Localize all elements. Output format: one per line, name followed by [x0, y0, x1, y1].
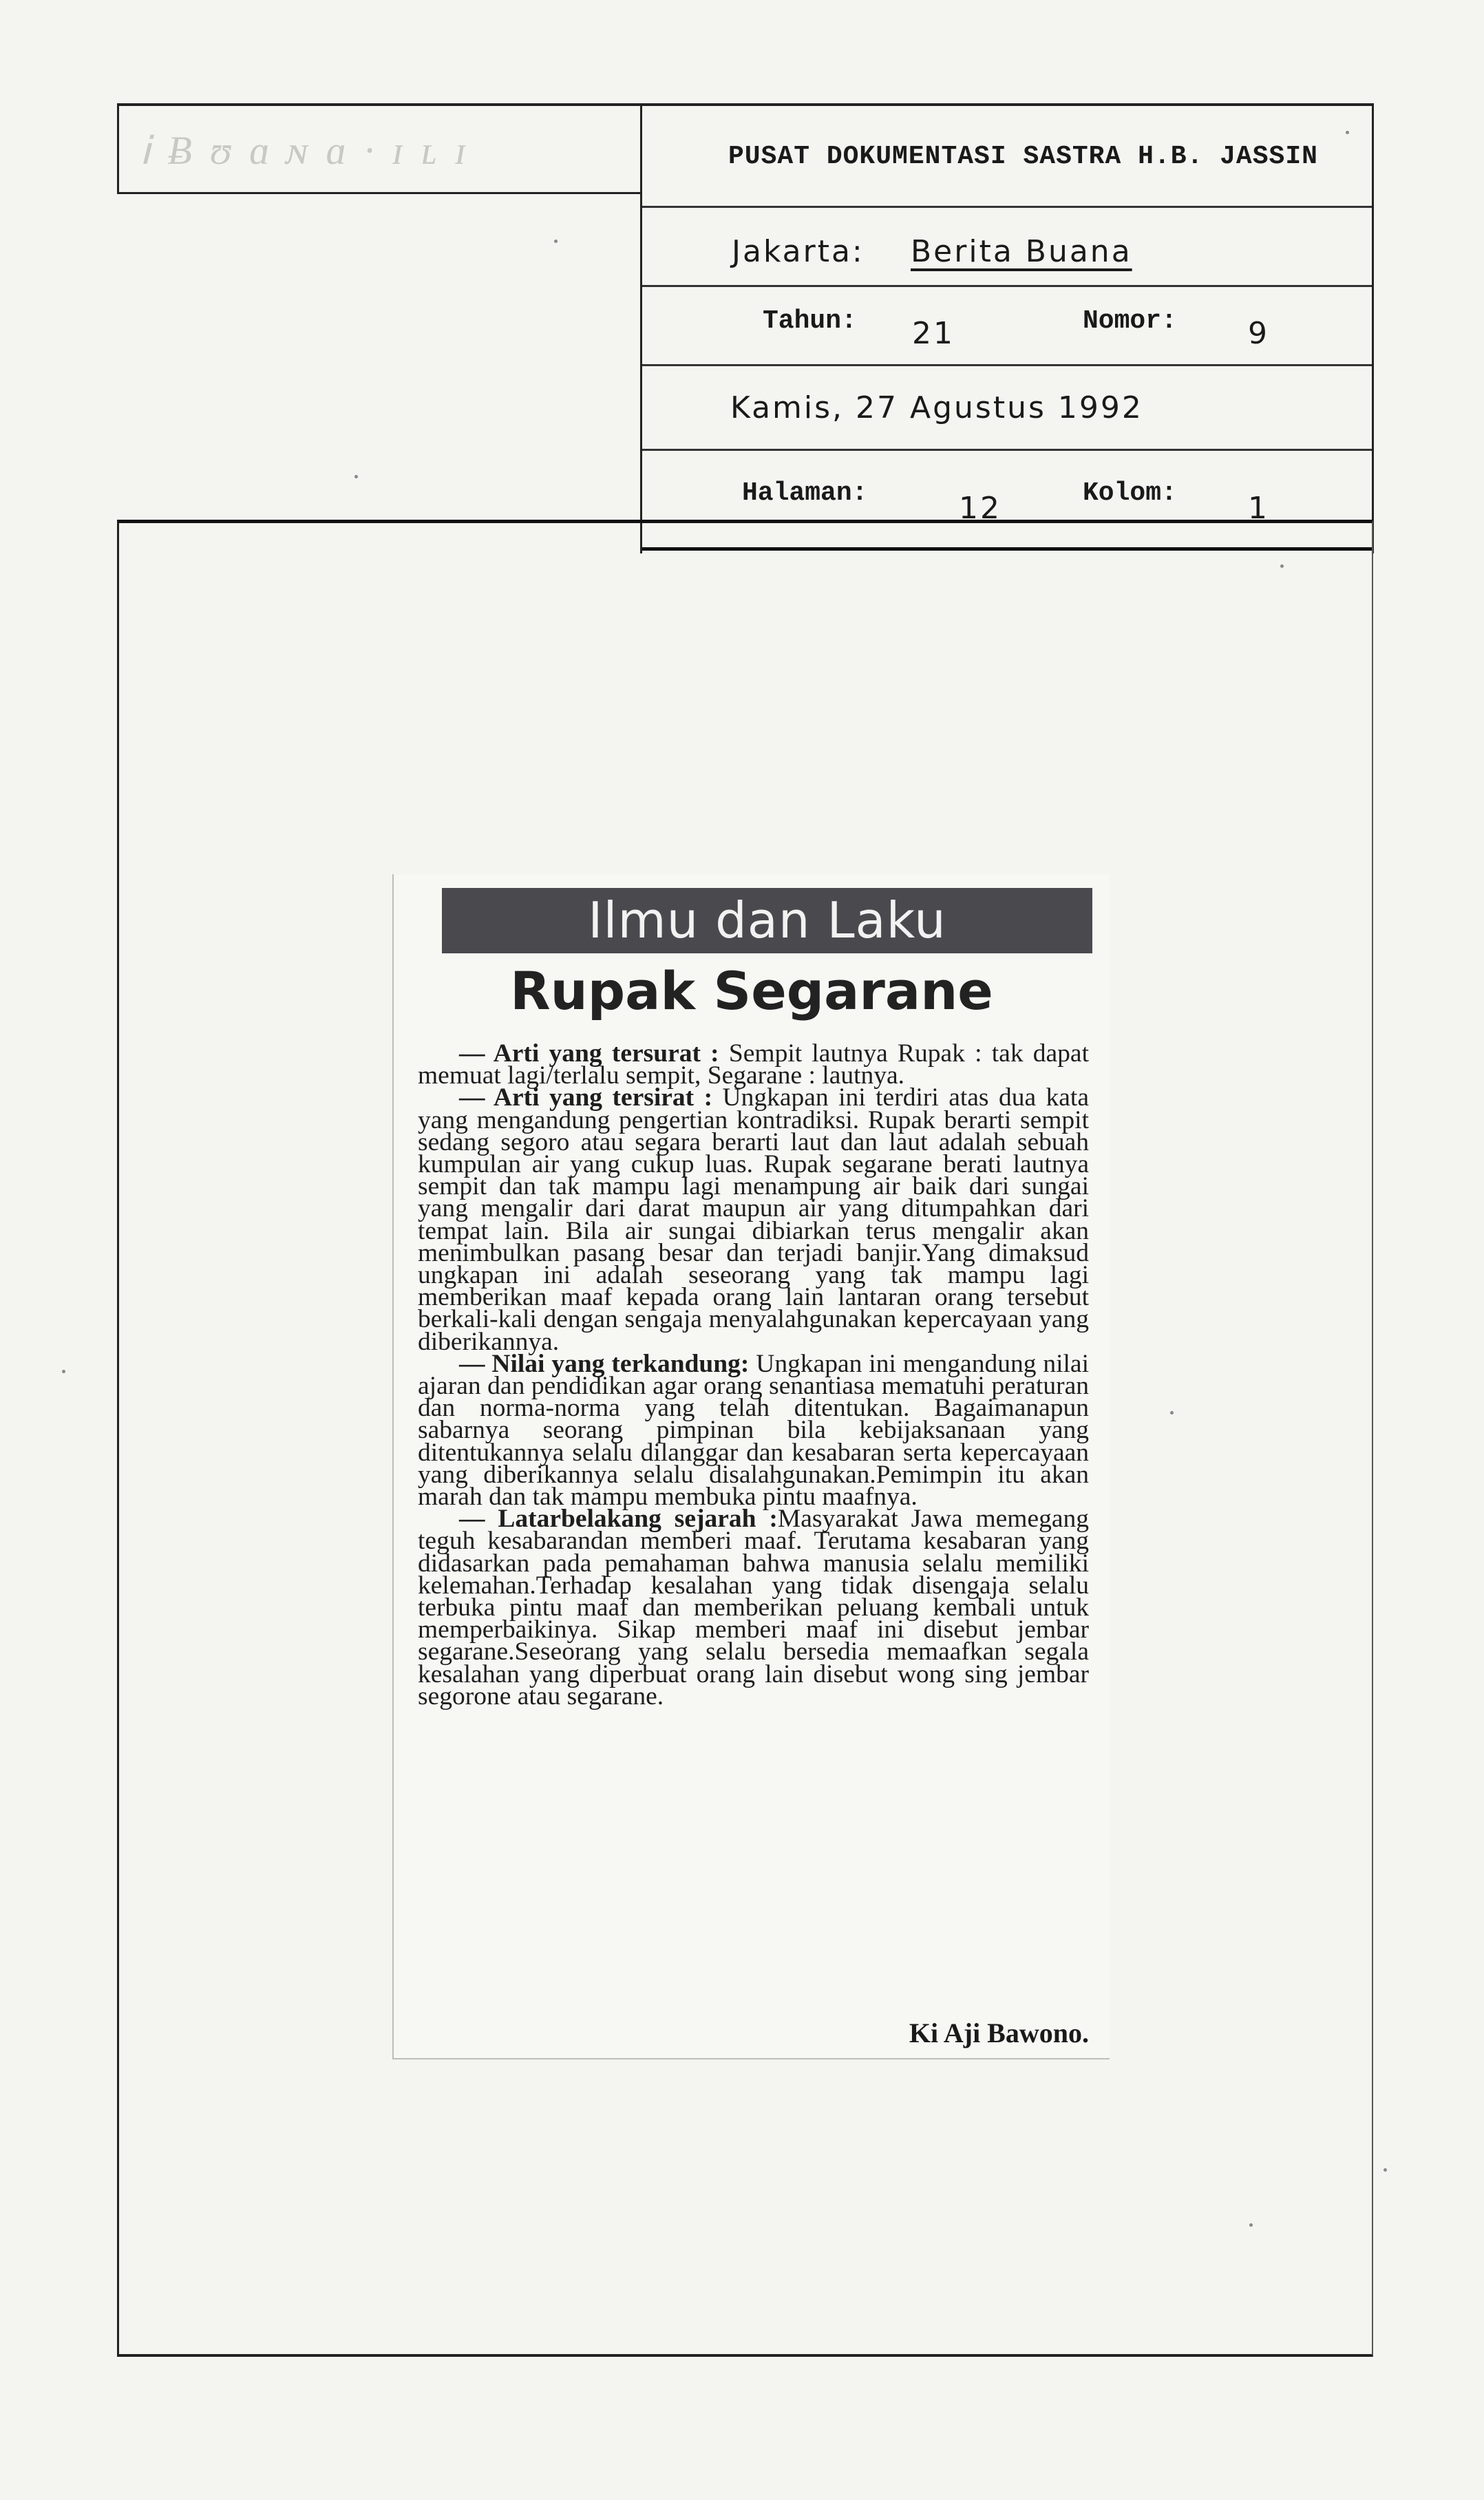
scan-speck: [1170, 1411, 1174, 1415]
archive-name: PUSAT DOKUMENTASI SASTRA H.B. JASSIN: [728, 142, 1318, 171]
tahun-value: 21: [912, 316, 955, 351]
newspaper-name: Berita Buana: [911, 234, 1132, 269]
kolom-label: Kolom:: [1083, 478, 1177, 508]
newspaper-row: [642, 208, 1372, 287]
paragraph-arti-tersirat: [418, 1083, 1089, 1356]
author-signature: Ki Aji Bawono.: [909, 2017, 1089, 2048]
kolom-value: 1: [1248, 491, 1269, 526]
newspaper-clipping: [392, 874, 1110, 2059]
scan-speck: [1249, 2223, 1253, 2227]
paragraph-label: — Nilai yang terkandung:: [459, 1349, 750, 1378]
nomor-value: 9: [1248, 316, 1269, 351]
paragraph-text: Ungkapan ini mengandung nilai ajaran dan pendidikan agar orang senantiasa mematuhi peraturan dan norma-norma yang telah ditentukan. Bagaimanapun sabarnya seorang pimpinan bila kebijaksanaan yang ditentukannya selalu dilanggar dan kesabaran serta kepercayaan yang diberikannya selalu disalahgunakan.Pemimpin itu akan marah dan tak mampu membuka pintu maafnya.: [418, 1349, 1089, 1512]
paragraph-latarbelakang: [418, 1505, 1090, 1710]
scan-speck: [354, 475, 358, 478]
scan-speck: [1346, 131, 1349, 134]
paragraph-nilai: [418, 1349, 1089, 1512]
article-title: Rupak Segarane: [510, 960, 993, 1021]
archive-row: [642, 106, 1372, 208]
paragraph-text: Ungkapan ini terdiri atas dua kata yang mengandung pengertian kontradiksi. Rupak berarti sempit sedang segoro atau segara berarti laut dan laut adalah sebuah kumpulan air yang cukup luas. Rupak segarane berati lautnya sempit dan tak mampu lagi menampung air baik dari sungai yang mengalir dari darat maupun air yang ditumpahkan dari tempat lain. Bila air sungai dibiarkan terus mengalir akan menimbulkan pasang besar dan terjadi banjir.Yang dimaksud ungkapan ini adalah seseorang yang tak mampu lagi memberikan maaf kepada orang lain lantaran orang tersebut berkali-kali dengan sengaja menyalahgunakan kepercayaan yang diberikannya.: [418, 1083, 1089, 1356]
paragraph-arti-tersurat: [418, 1039, 1089, 1090]
section-banner: Ilmu dan Laku: [442, 888, 1092, 953]
metadata-box: [640, 103, 1374, 553]
paragraph-text: Sempit lautnya Rupak : tak dapat memuat lagi/terlalu sempit, Segarane : lautnya.: [418, 1039, 1089, 1090]
paragraph-label: — Arti yang tersurat :: [459, 1039, 719, 1068]
scan-speck: [1384, 2168, 1387, 2172]
paragraph-text: Masyarakat Jawa memegang teguh kesabarandan memberi maaf. Terutama kesabaran yang didasarkan pada pemahaman bahwa manusia selalu memiliki kelemahan.Terhadap kesalahan yang tidak disengaja selalu terbuka pintu maaf dan memberikan peluang kembali untuk memperbaikinya. Sikap memberi maaf ini disebut jembar segarane.Seseorang yang selalu bersedia memaafkan segala kesalahan yang diperbuat orang lain disebut wong sing jembar segorone atau segarane.: [418, 1505, 1090, 1710]
tahun-label: Tahun:: [763, 306, 857, 336]
halaman-label: Halaman:: [742, 478, 868, 508]
paragraph-label: — Arti yang tersirat :: [459, 1083, 713, 1112]
scan-speck: [554, 240, 558, 243]
issue-row: [642, 287, 1372, 366]
scan-speck: [62, 1370, 65, 1373]
paragraph-label: — Latarbelakang sejarah :: [459, 1505, 778, 1534]
halaman-value: 12: [959, 491, 1001, 526]
archive-stamp: Ꭵ Ƀ ʊ ɑ ɴ ɑ · ɪ ʟ ɪ: [141, 128, 470, 173]
publication-date: Kamis, 27 Agustus 1992: [730, 390, 1143, 425]
date-row: [642, 366, 1372, 451]
nomor-label: Nomor:: [1083, 306, 1177, 336]
city-label: Jakarta:: [732, 234, 865, 269]
article-body: [418, 1039, 1090, 1710]
scan-speck: [1280, 564, 1284, 568]
